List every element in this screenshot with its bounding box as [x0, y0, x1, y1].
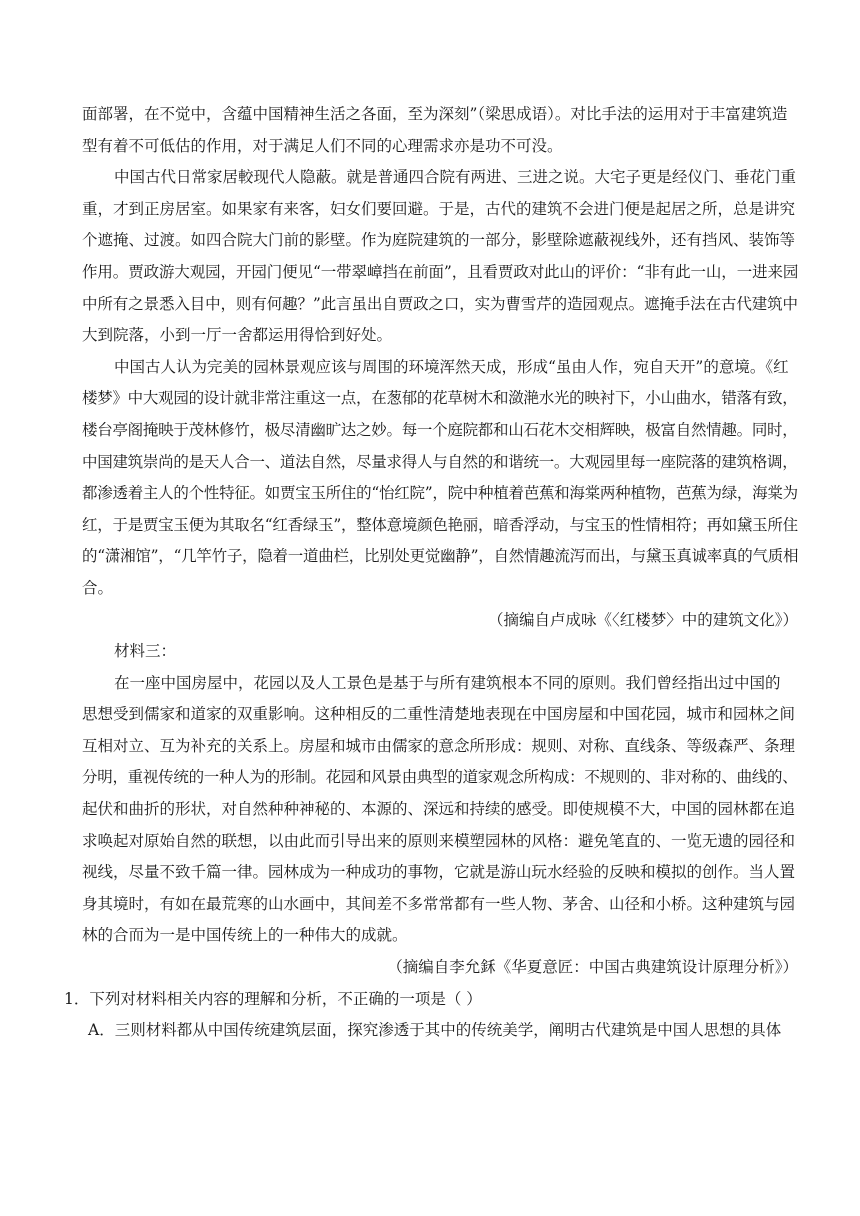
- paragraph-line: 合。: [82, 578, 114, 597]
- document-body: [64, 99, 799, 1047]
- paragraph-line: 中国古人认为完美的园林景观应该与周围的环境浑然天成，形成“虽由人作，宛自天开”的意境。《红: [114, 357, 789, 376]
- paragraph-line: 林的合而为一是中国传统上的一种伟大的成就。: [82, 926, 408, 945]
- paragraph-line: 中国建筑崇尚的是天人合一、道法自然，尽量求得人与自然的和谐统一。大观园里每一座院落的建筑格调，: [82, 452, 798, 471]
- section-heading: 材料三：: [114, 642, 177, 661]
- paragraph-line: 思想受到儒家和道家的双重影响。这种相反的二重性清楚地表现在中国房屋和中国花园，城市和园林之间: [82, 705, 796, 724]
- paragraph-line: 型有着不可低估的作用，对于满足人们不同的心理需求亦是功不可没。: [82, 136, 563, 155]
- paragraph-line: 分明，重视传统的一种人为的形制。花园和风景由典型的道家观念所构成：不规则的、非对称的、曲线的、: [82, 768, 798, 787]
- paragraph-line: 大到院落，小到一厅一舍都运用得恰到好处。: [82, 326, 393, 345]
- paragraph-line: 视线，尽量不致千篇一律。园林成为一种成功的事物，它就是游山玩水经验的反映和模拟的创作。当人置: [82, 863, 796, 882]
- paragraph-line: 在一座中国房屋中，花园以及人工景色是基于与所有建筑根本不同的原则。我们曾经指出过中国的: [114, 673, 781, 692]
- paragraph-line: 中所有之景悉入目中，则有何趣？”此言虽出自贾政之口，实为曹雪芹的造园观点。遮掩手法在古代建筑中: [82, 294, 798, 313]
- paragraph-line: 重，才到正房居室。如果家有来客，妇女们要回避。于是，古代的建筑不会进门便是起居之所，总是讲究: [82, 199, 796, 218]
- paragraph-line: 求唤起对原始自然的联想，以由此而引导出来的原则来模塑园林的风格：避免笔直的、一览无遗的园径和: [82, 831, 796, 850]
- paragraph-line: 起伏和曲折的形状，对自然种种神秘的、本源的、深远和持续的感受。即使规模不大，中国的园林都在追: [82, 800, 796, 819]
- question-stem: 1．下列对材料相关内容的理解和分析，不正确的一项是（ ）: [64, 989, 482, 1008]
- option-a: A．三则材料都从中国传统建筑层面，探究渗透于其中的传统美学，阐明古代建筑是中国人思想的具体: [88, 1021, 782, 1040]
- paragraph-line: 的“潇湘馆”，“几竿竹子，隐着一道曲栏，比别处更觉幽静”，自然情趣流泻而出，与黛玉真诚率真的气质相: [82, 547, 799, 566]
- paragraph-line: 身其境时，有如在最荒寒的山水画中，其间差不多常常都有一些人物、茅舍、山径和小桥。这种建筑与园: [82, 894, 796, 913]
- paragraph-line: 互相对立、互为补充的关系上。房屋和城市由儒家的意念所形成：规则、对称、直线条、等级森严、条理: [82, 736, 796, 755]
- paragraph-line: 楼台亭阁掩映于茂林修竹，极尽清幽旷达之妙。每一个庭院都和山石花木交相辉映，极富自然情趣。同时，: [82, 420, 798, 439]
- paragraph-line: 楼梦》中大观园的设计就非常注重这一点，在葱郁的花草树木和潋滟水光的映衬下，小山曲水，错落有致，: [82, 389, 798, 408]
- paragraph-line: 面部署，在不觉中，含蕴中国精神生活之各面，至为深刻”（梁思成语）。对比手法的运用对于丰富建筑造: [82, 105, 788, 123]
- paragraph-line: 都渗透着主人的个性特征。如贾宝玉所住的“怡红院”，院中种植着芭蕉和海棠两种植物，芭蕉为绿，海棠为: [82, 484, 798, 503]
- paragraph-line: 作用。贾政游大观园，开园门便见“一带翠嶂挡在前面”，且看贾政对此山的评价：“非有此一山，一进来园: [82, 262, 799, 281]
- source-citation: （摘编自卢成咏《〈红楼梦〉中的建筑文化》）: [487, 610, 798, 629]
- paragraph-line: 中国古代日常家居較现代人隐蔽。就是普通四合院有两进、三进之说。大宅子更是经仪门、垂花门重: [114, 168, 797, 187]
- paragraph-line: 红，于是贾宝玉便为其取名“红香绿玉”，整体意境颜色艳丽，暗香浮动，与宝玉的性情相符；再如黛玉所住: [82, 515, 798, 534]
- paragraph-line: 个遮掩、过渡。如四合院大门前的影壁。作为庭院建筑的一部分，影壁除遮蔽视线外，还有挡风、装饰等: [82, 231, 796, 250]
- source-citation: （摘编自李允鉌《华夏意匠：中国古典建筑设计原理分析》）: [387, 958, 798, 977]
